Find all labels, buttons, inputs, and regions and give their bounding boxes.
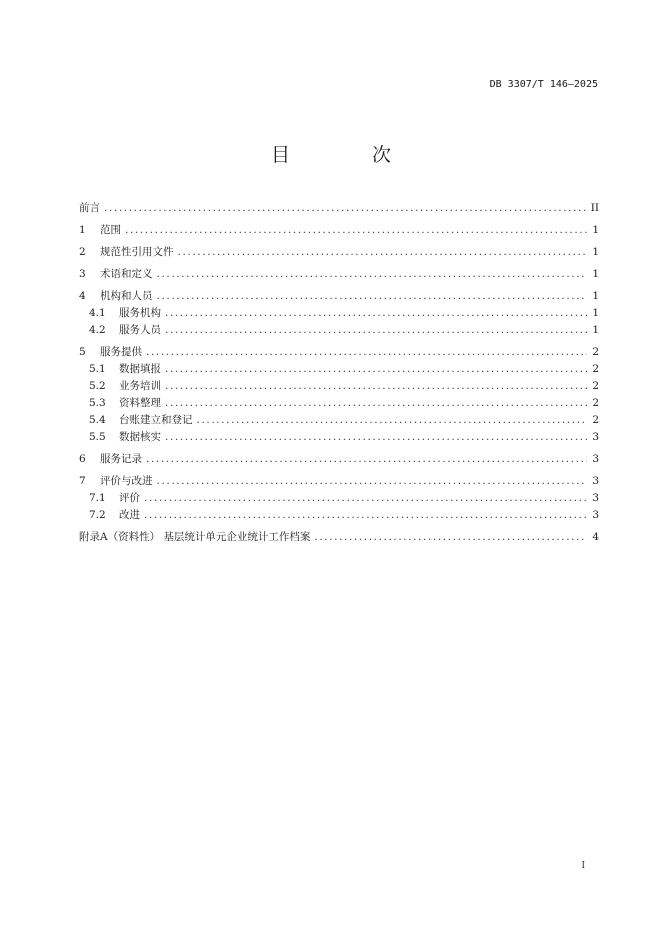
toc-number: 5.5	[89, 431, 106, 443]
toc-page: 3	[592, 509, 599, 521]
toc-label: 范围	[100, 224, 121, 236]
toc-leader-dots	[165, 429, 587, 446]
toc-entry-1[interactable]	[79, 222, 599, 239]
toc-label: 评价	[119, 492, 140, 504]
toc-label: 台账建立和登记	[119, 414, 193, 426]
table-of-contents	[79, 200, 599, 546]
toc-page: 3	[592, 453, 599, 465]
toc-leader-dots	[146, 451, 587, 468]
toc-page: 3	[592, 431, 599, 443]
toc-page: 2	[592, 363, 599, 375]
toc-leader-dots	[165, 378, 587, 395]
toc-label: 改进	[119, 509, 140, 521]
toc-entry-appendix-a[interactable]	[79, 529, 599, 546]
toc-number: 5.3	[89, 397, 106, 409]
toc-entry-7-1[interactable]	[79, 490, 599, 507]
toc-label: 规范性引用文件	[100, 246, 174, 258]
toc-leader-dots	[157, 288, 588, 305]
standard-code: DB 3307/T 146—2025	[489, 79, 598, 90]
toc-entry-5-2[interactable]	[79, 378, 599, 395]
toc-leader-dots	[144, 507, 587, 524]
toc-entry-5-1[interactable]	[79, 361, 599, 378]
toc-label: 服务机构	[119, 307, 161, 319]
toc-label: 业务培训	[119, 380, 161, 392]
page-title: 目 次	[270, 144, 430, 166]
toc-entry-5-5[interactable]	[79, 429, 599, 446]
toc-number: 4.1	[89, 307, 106, 319]
toc-number: 7.1	[89, 492, 106, 504]
toc-number: 4.2	[89, 324, 106, 336]
toc-number: 4	[79, 290, 86, 302]
toc-label: 数据填报	[119, 363, 161, 375]
toc-page: 1	[592, 290, 599, 302]
toc-number: 5.1	[89, 363, 106, 375]
toc-page: 1	[592, 307, 599, 319]
toc-entry-5[interactable]	[79, 344, 599, 361]
toc-leader-dots	[144, 490, 587, 507]
toc-leader-dots	[165, 305, 587, 322]
toc-number: 5.2	[89, 380, 106, 392]
toc-entry-2[interactable]	[79, 244, 599, 261]
toc-label: 前言	[79, 202, 100, 214]
toc-leader-dots	[157, 473, 588, 490]
toc-entry-7[interactable]	[79, 473, 599, 490]
toc-entry-4-1[interactable]	[79, 305, 599, 322]
toc-entry-foreword[interactable]	[79, 200, 599, 217]
toc-page: 1	[592, 246, 599, 258]
toc-number: 7	[79, 475, 86, 487]
toc-number: 5.4	[89, 414, 106, 426]
toc-label: 附录A（资料性） 基层统计单元企业统计工作档案	[79, 531, 311, 543]
toc-number: 3	[79, 268, 86, 280]
toc-page: 2	[592, 380, 599, 392]
toc-label: 机构和人员	[100, 290, 153, 302]
toc-label: 数据核实	[119, 431, 161, 443]
toc-leader-dots	[104, 200, 587, 217]
toc-page: II	[590, 202, 599, 214]
toc-leader-dots	[165, 361, 587, 378]
toc-page: 1	[592, 268, 599, 280]
toc-entry-5-3[interactable]	[79, 395, 599, 412]
toc-number: 5	[79, 346, 86, 358]
toc-leader-dots	[165, 322, 587, 339]
toc-entry-6[interactable]	[79, 451, 599, 468]
toc-leader-dots	[157, 266, 588, 283]
toc-entry-3[interactable]	[79, 266, 599, 283]
toc-page: 1	[592, 324, 599, 336]
toc-leader-dots	[314, 529, 587, 546]
toc-page: 1	[592, 224, 599, 236]
toc-entry-7-2[interactable]	[79, 507, 599, 524]
toc-entry-5-4[interactable]	[79, 412, 599, 429]
toc-label: 评价与改进	[100, 475, 153, 487]
toc-page: 3	[592, 492, 599, 504]
toc-entry-4[interactable]	[79, 288, 599, 305]
toc-leader-dots	[165, 395, 587, 412]
toc-leader-dots	[125, 222, 587, 239]
toc-page: 4	[592, 531, 599, 543]
toc-leader-dots	[146, 344, 587, 361]
toc-leader-dots	[178, 244, 588, 261]
toc-label: 资料整理	[119, 397, 161, 409]
toc-number: 2	[79, 246, 86, 258]
toc-label: 术语和定义	[100, 268, 153, 280]
toc-label: 服务人员	[119, 324, 161, 336]
toc-number: 7.2	[89, 509, 106, 521]
toc-leader-dots	[197, 412, 588, 429]
toc-page: 2	[592, 397, 599, 409]
toc-page: 2	[592, 414, 599, 426]
toc-page: 3	[592, 475, 599, 487]
toc-number: 1	[79, 224, 86, 236]
toc-label: 服务记录	[100, 453, 142, 465]
toc-entry-4-2[interactable]	[79, 322, 599, 339]
footer-page-number: I	[581, 861, 585, 871]
toc-number: 6	[79, 453, 86, 465]
toc-page: 2	[592, 346, 599, 358]
toc-label: 服务提供	[100, 346, 142, 358]
